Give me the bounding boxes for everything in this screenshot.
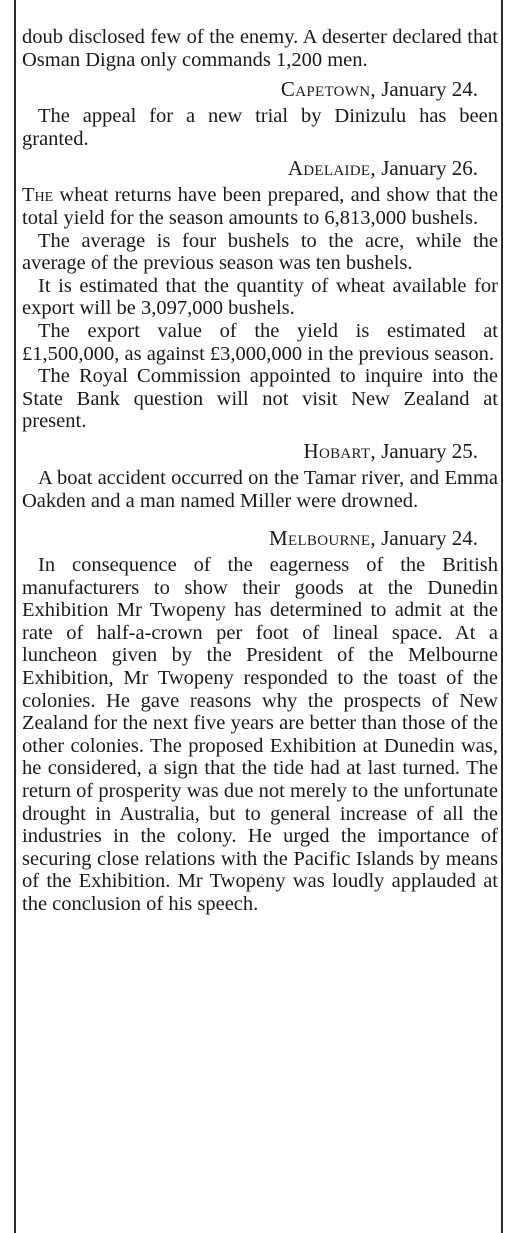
dateline-melbourne: [22, 526, 498, 550]
dateline-place: Capetown,: [280, 77, 376, 102]
dateline-place: Melbourne,: [269, 526, 376, 551]
dateline-date: January 24.: [381, 77, 478, 102]
paragraph: In consequence of the eagerness of the British manufacturers to show their goods at the Dunedin Exhibition Mr Twopeny has determined to admit at the rate of half-a-crown per foot of lineal space. At a luncheon given by the President of the Melbourne Exhibition, Mr Twopeny responded to the toast of the colonies. He gave reasons why the prospects of New Zealand for the next five years are better than those of the other colonies. The proposed Exhibition at Dunedin was, he considered, a sign that the tide had at last turned. The return of prosperity was due not merely to the unfortunate drought in Australia, but to general increase of all the industries in the colony. He urged the importance of securing close relations with the Pacific Islands by means of the Exhibition. Mr Twopeny was loudly applauded at the conclusion of his speech.: [22, 554, 498, 915]
paragraph: The Royal Commission appointed to inquire into the State Bank question will not visit New Zealand at present.: [22, 365, 498, 433]
paragraph: A boat accident occurred on the Tamar river, and Emma Oakden and a man named Miller were drowned.: [22, 466, 498, 512]
article-column: [22, 26, 498, 916]
dateline-date: January 24.: [381, 526, 478, 551]
dateline-hobart: [22, 439, 498, 463]
paragraph: [22, 184, 498, 229]
paragraph-text: wheat returns have been prepared, and show that the total yield for the season amounts to 6,813,000 bushels.: [22, 184, 499, 229]
dateline-adelaide: [22, 156, 498, 180]
lead-word: The: [22, 184, 54, 207]
dateline-date: January 25.: [381, 438, 478, 463]
left-column-rule: [14, 0, 16, 1233]
dateline-capetown: [22, 77, 498, 101]
dateline-place: Hobart,: [303, 438, 376, 463]
paragraph: The appeal for a new trial by Dinizulu has been granted.: [22, 105, 498, 150]
paragraph: The export value of the yield is estimated at £1,500,000, as against £3,000,000 in the previous season.: [22, 319, 498, 365]
paragraph: It is estimated that the quantity of wheat available for export will be 3,097,000 bushels.: [22, 274, 498, 320]
dateline-place: Adelaide,: [287, 156, 376, 181]
dateline-date: January 26.: [381, 156, 478, 181]
right-column-rule: [501, 0, 503, 1233]
opening-paragraph: doub disclosed few of the enemy. A deserter declared that Osman Digna only commands 1,200 men.: [22, 26, 498, 71]
paragraph: The average is four bushels to the acre, while the average of the previous season was ten bushels.: [22, 229, 498, 275]
